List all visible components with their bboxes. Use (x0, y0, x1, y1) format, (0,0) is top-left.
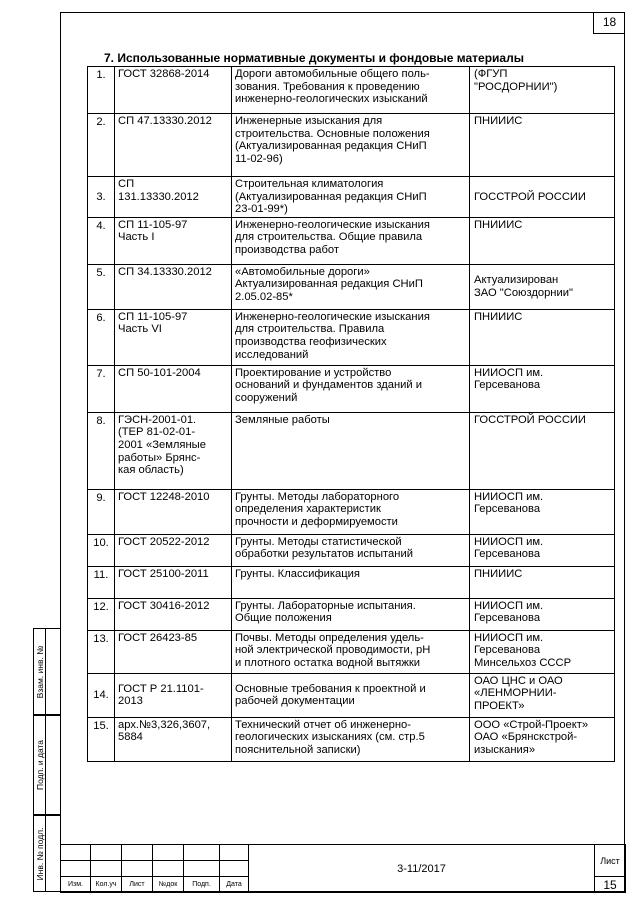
row-title: Грунты. Методы лабораторного определения характеристик прочности и деформируемости (232, 489, 470, 534)
row-code: ГОСТ 30416-2012 (115, 598, 232, 630)
stamp-cell (91, 845, 122, 861)
row-number: 6. (88, 309, 115, 365)
row-number: 2. (88, 114, 115, 177)
row-title: Основные требования к проектной и рабочей документации (232, 673, 470, 717)
document-row (88, 264, 615, 309)
stamp-cell (122, 845, 153, 861)
row-number: 10. (88, 534, 115, 566)
document-row (88, 365, 615, 412)
row-number: 5. (88, 264, 115, 309)
row-code: СП 131.13330.2012 (115, 177, 232, 218)
row-number: 1. (88, 67, 115, 114)
row-code: арх.№3,326,3607, 5884 (115, 717, 232, 761)
stamp-cell (91, 861, 122, 877)
row-number: 8. (88, 412, 115, 489)
title-block (60, 844, 626, 893)
side-label-inv: Инв. № подл. (34, 827, 45, 880)
stamp-cell (61, 861, 91, 877)
side-field-vzam (33, 628, 60, 715)
stamp-label-list: Лист (122, 877, 153, 893)
section-title: 7. Использованные нормативные документы и фондовые материалы (104, 51, 524, 65)
row-code: СП 34.13330.2012 (115, 264, 232, 309)
stamp-label-ndok: №док (153, 877, 184, 893)
side-field-podp (33, 715, 60, 815)
row-number: 11. (88, 566, 115, 598)
row-title: Инженерно-геологические изыскания для строительства. Правила производства геофизических исследований (232, 309, 470, 365)
row-code: ГОСТ 26423-85 (115, 630, 232, 673)
row-code: СП 11-105-97 Часть I (115, 217, 232, 264)
row-organization: НИИОСП им. Герсеванова (470, 598, 615, 630)
row-code: ГОСТ 20522-2012 (115, 534, 232, 566)
row-organization: ОАО ЦНС и ОАО «ЛЕНМОРНИИ- ПРОЕКТ» (470, 673, 615, 717)
row-title: Грунты. Лабораторные испытания. Общие положения (232, 598, 470, 630)
row-code: ГОСТ Р 21.1101- 2013 (115, 673, 232, 717)
document-row (88, 598, 615, 630)
documents-table (87, 66, 615, 762)
row-organization: НИИОСП им. Герсеванова (470, 489, 615, 534)
row-code: СП 11-105-97 Часть VI (115, 309, 232, 365)
stamp-label-podp: Подп. (184, 877, 220, 893)
row-organization: ООО «Строй-Проект» ОАО «Брянскстрой- изыскания» (470, 717, 615, 761)
row-number: 12. (88, 598, 115, 630)
row-title: Технический отчет об инженерно- геологических изысканиях (см. стр.5 пояснительной записки) (232, 717, 470, 761)
row-organization: НИИОСП им. Герсеванова Минсельхоз СССР (470, 630, 615, 673)
document-row (88, 717, 615, 761)
row-number: 13. (88, 630, 115, 673)
document-row (88, 489, 615, 534)
document-row (88, 534, 615, 566)
document-row (88, 630, 615, 673)
document-code: 3-11/2017 (249, 845, 595, 893)
side-label-vzam: Взам. инв. № (34, 645, 45, 698)
row-code: СП 47.13330.2012 (115, 114, 232, 177)
document-row (88, 114, 615, 177)
document-row (88, 177, 615, 218)
document-row (88, 217, 615, 264)
stamp-cell (184, 845, 220, 861)
row-title: Инженерные изыскания для строительства. Основные положения (Актуализированная редакция СНиП 11-02-96) (232, 114, 470, 177)
stamp-cell (153, 861, 184, 877)
stamp-cell (184, 861, 220, 877)
document-row (88, 566, 615, 598)
side-field-inv (33, 815, 60, 892)
row-title: Земляные работы (232, 412, 470, 489)
document-row (88, 673, 615, 717)
row-organization: Актуализирован ЗАО "Союздорнии" (470, 264, 615, 309)
row-organization: ПНИИИС (470, 114, 615, 177)
row-number: 9. (88, 489, 115, 534)
row-code: ГЭСН-2001-01. (ТЕР 81-02-01- 2001 «Земляные работы» Брянс- кая область) (115, 412, 232, 489)
document-row (88, 309, 615, 365)
document-row (88, 67, 615, 114)
row-organization: НИИОСП им. Герсеванова (470, 365, 615, 412)
row-organization: ПНИИИС (470, 309, 615, 365)
top-page-number: 18 (593, 12, 625, 34)
row-title: Грунты. Классификация (232, 566, 470, 598)
stamp-label-izm: Изм. (61, 877, 91, 893)
row-title: Строительная климатология (Актуализированная редакция СНиП 23-01-99*) (232, 177, 470, 218)
row-title: «Автомобильные дороги» Актуализированная редакция СНиП 2.05.02-85* (232, 264, 470, 309)
row-code: СП 50-101-2004 (115, 365, 232, 412)
row-number: 7. (88, 365, 115, 412)
document-row (88, 412, 615, 489)
stamp-cell (220, 845, 249, 861)
row-organization: ГОССТРОЙ РОССИИ (470, 412, 615, 489)
row-organization: ПНИИИС (470, 217, 615, 264)
stamp-label-data: Дата (220, 877, 249, 893)
row-title: Грунты. Методы статистической обработки результатов испытаний (232, 534, 470, 566)
row-code: ГОСТ 32868-2014 (115, 67, 232, 114)
row-number: 15. (88, 717, 115, 761)
row-organization: (ФГУП "РОСДОРНИИ") (470, 67, 615, 114)
row-code: ГОСТ 25100-2011 (115, 566, 232, 598)
row-title: Проектирование и устройство оснований и фундаментов зданий и сооружений (232, 365, 470, 412)
row-number: 3. (88, 177, 115, 218)
stamp-label-kol: Кол.уч (91, 877, 122, 893)
sheet-label: Лист (595, 845, 626, 877)
row-organization: ГОССТРОЙ РОССИИ (470, 177, 615, 218)
stamp-cell (220, 861, 249, 877)
row-organization: НИИОСП им. Герсеванова (470, 534, 615, 566)
row-code: ГОСТ 12248-2010 (115, 489, 232, 534)
sheet-number: 15 (595, 877, 626, 893)
row-title: Дороги автомобильные общего поль- зования. Требования к проведению инженерно-геологических изысканий (232, 67, 470, 114)
row-number: 4. (88, 217, 115, 264)
row-organization: ПНИИИС (470, 566, 615, 598)
side-label-podp: Подп. и дата (34, 739, 45, 791)
stamp-cell (122, 861, 153, 877)
row-number: 14. (88, 673, 115, 717)
row-title: Почвы. Методы определения удель- ной электрической проводимости, pH и плотного остатка водной вытяжки (232, 630, 470, 673)
row-title: Инженерно-геологические изыскания для строительства. Общие правила производства работ (232, 217, 470, 264)
stamp-cell (61, 845, 91, 861)
stamp-cell (153, 845, 184, 861)
